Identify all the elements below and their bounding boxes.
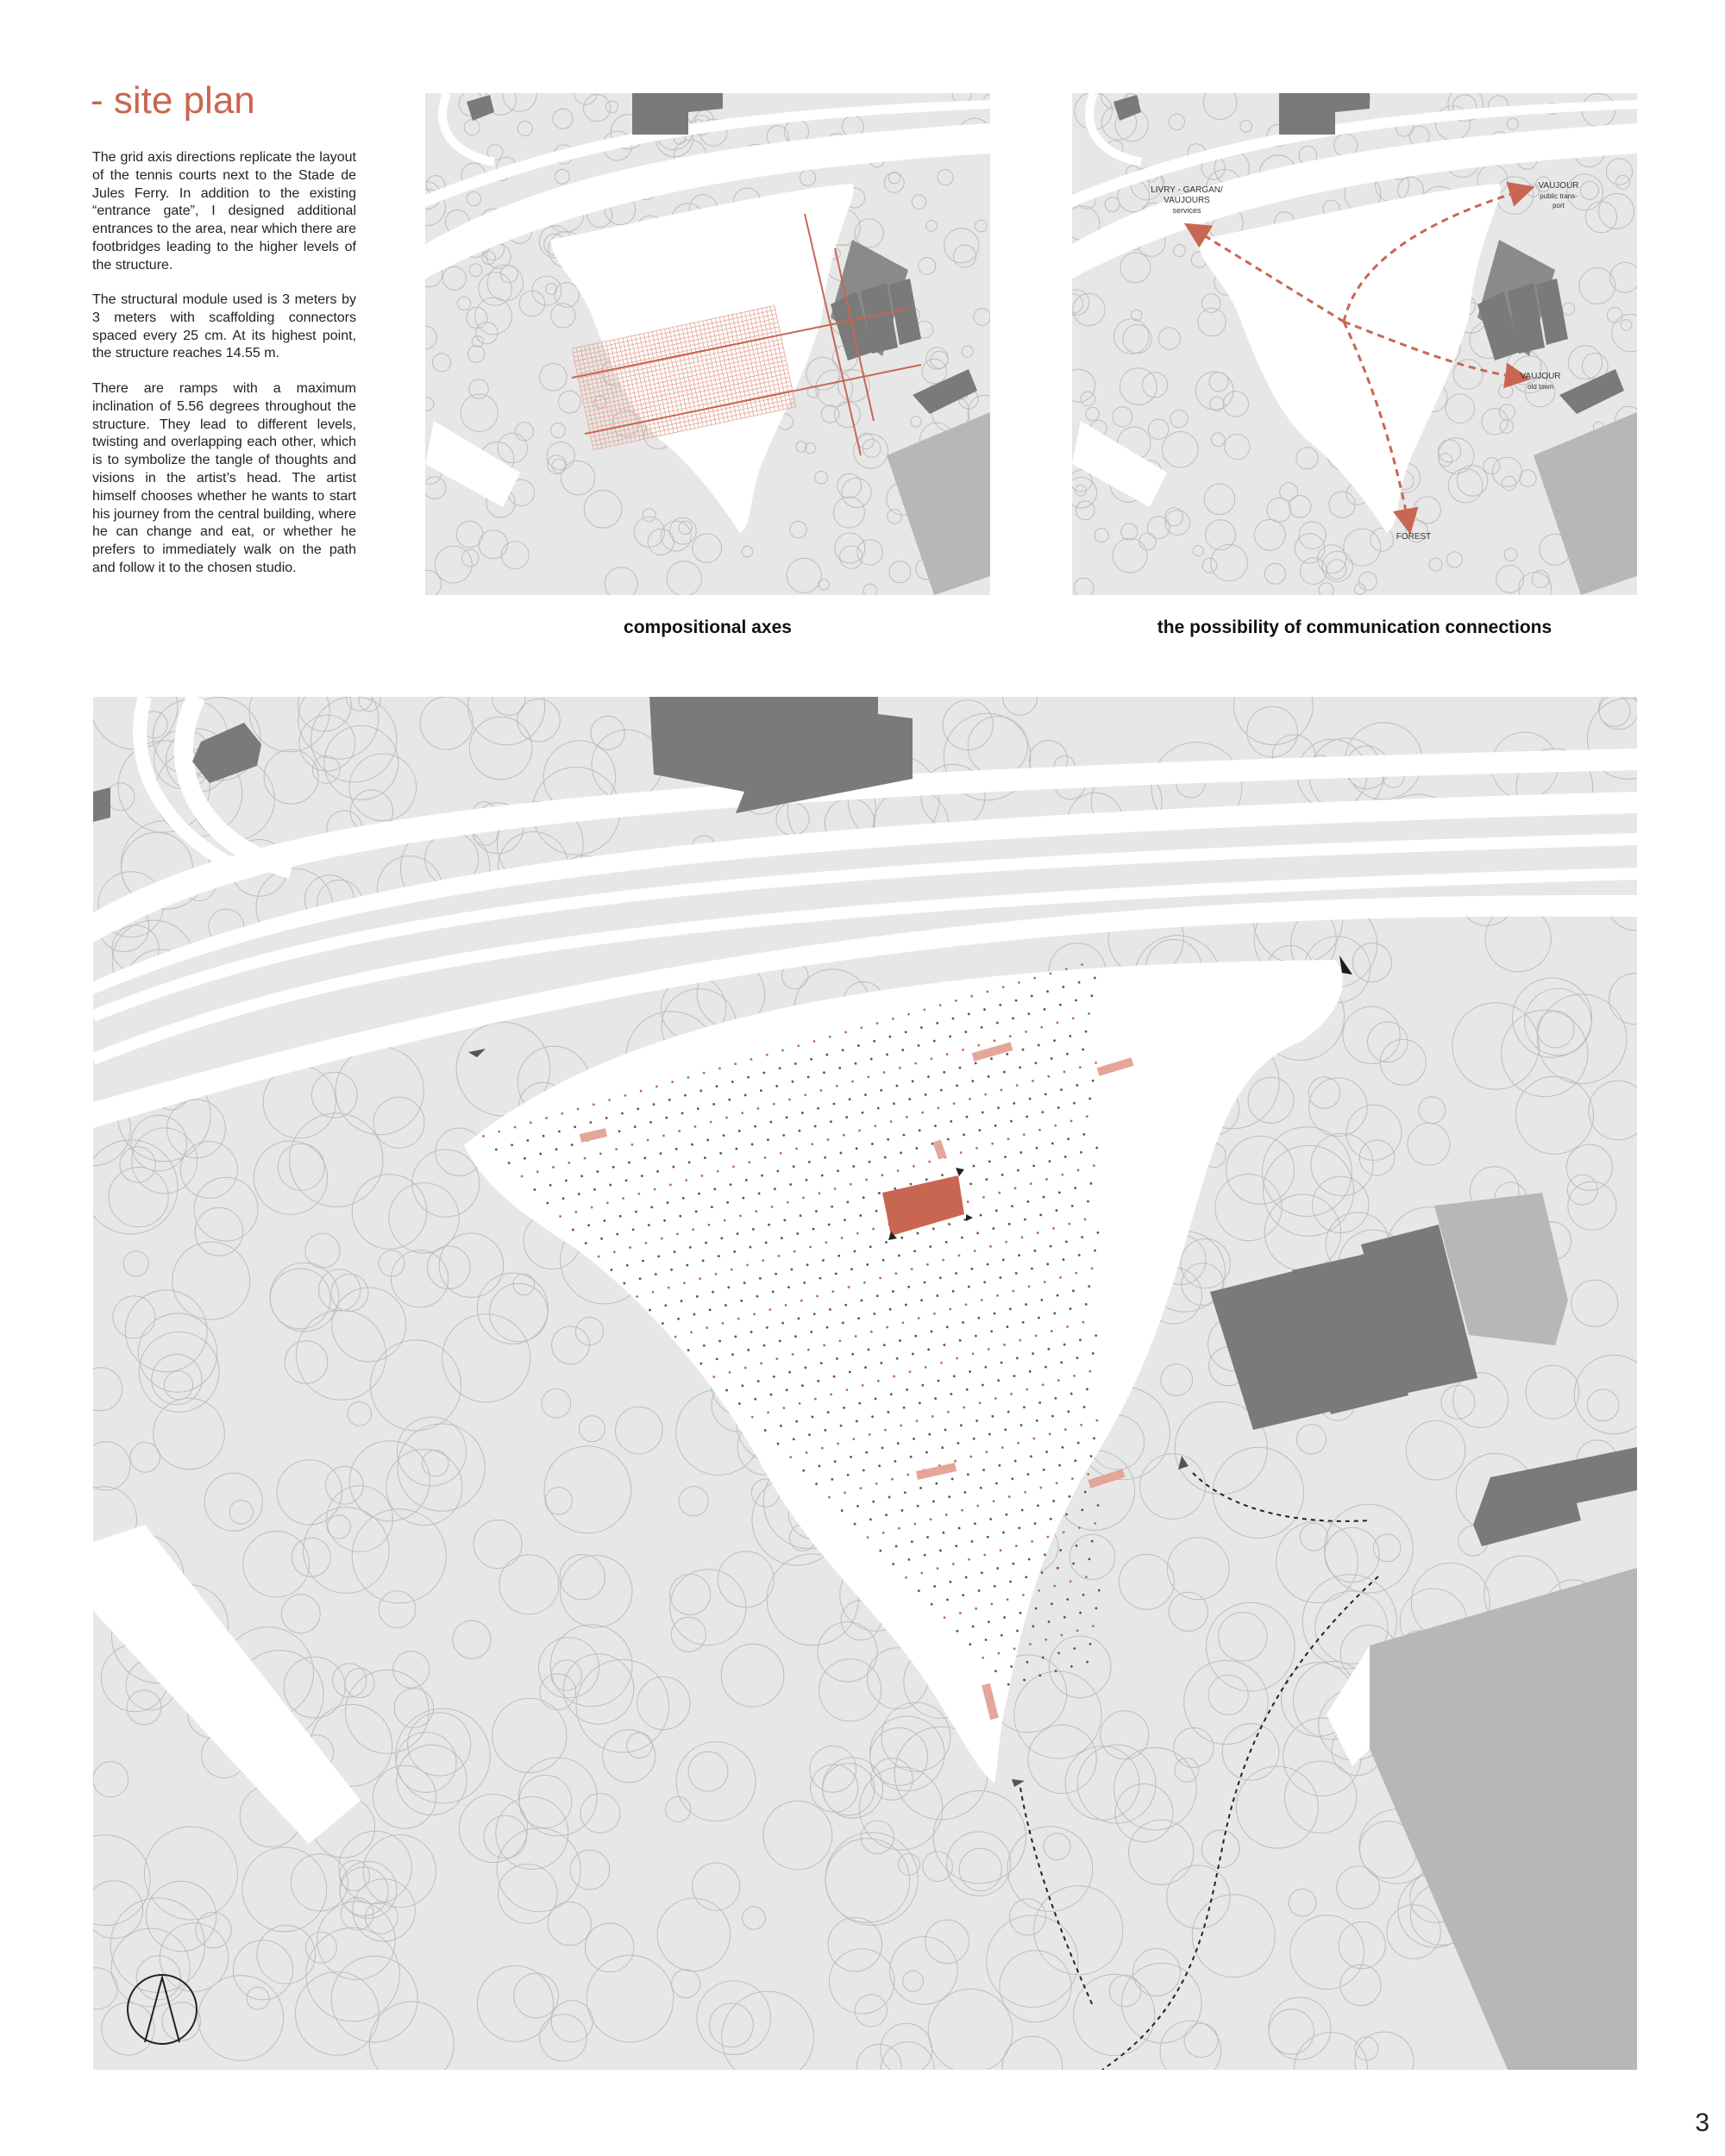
connections-diagram <box>1072 93 1637 595</box>
footbridge-center <box>937 1141 943 1158</box>
connections-caption: the possibility of communication connections <box>1157 617 1552 637</box>
label-livry-line2: VAUJOURS <box>1164 196 1210 205</box>
label-vaujour-transport: VAUJOUR <box>1538 181 1579 191</box>
label-vaujour-transport-sub1: public trans- <box>1540 192 1578 200</box>
description-paragraph-3: There are ramps with a maximum inclination of 5.56 degrees throughout the structure. They lead to different levels, twisting and overlapping each other, which is to symbolize the tangle of thoughts and visions in the artist’s head. The artist himself chooses whether he wants to start his journey from the central building, where he can change and eat, or whether he prefers to immediately walk on the path and follow it to the chosen studio. <box>92 381 356 575</box>
label-vaujour-old-town: VAUJOUR <box>1520 372 1561 381</box>
axes-caption: compositional axes <box>624 617 792 637</box>
description-paragraph-2: The structural module used is 3 meters by 3 meters with scaffolding connectors spaced every 25 cm. At its highest point, the structure reaches 14.55 m. <box>92 292 356 361</box>
compositional-axes-diagram <box>425 93 990 595</box>
label-vaujour-old-town-sub: old town <box>1527 383 1553 391</box>
label-livry-line1: LIVRY - GARGAN/ <box>1151 185 1223 195</box>
label-vaujour-transport-sub2: port <box>1552 202 1565 210</box>
compositional-axes-svg <box>425 93 990 595</box>
site-plan-map <box>93 697 1637 2070</box>
site-plan-svg <box>93 697 1637 2070</box>
label-livry-sub: services <box>1172 206 1201 215</box>
connections-svg <box>1072 93 1637 595</box>
page-number: 3 <box>1695 2109 1709 2137</box>
label-forest: FOREST <box>1396 532 1432 542</box>
description-paragraph-1: The grid axis directions replicate the layout of the tennis courts next to the Stade de Jules Ferry. In addition to the existing “entrance gate”, I designed additional entrances to the area, near which there are footbridges leading to the higher levels of the structure. <box>92 150 356 273</box>
footbridge-west <box>580 1132 606 1138</box>
page-title: - site plan <box>91 79 255 122</box>
building-edge <box>93 787 110 822</box>
